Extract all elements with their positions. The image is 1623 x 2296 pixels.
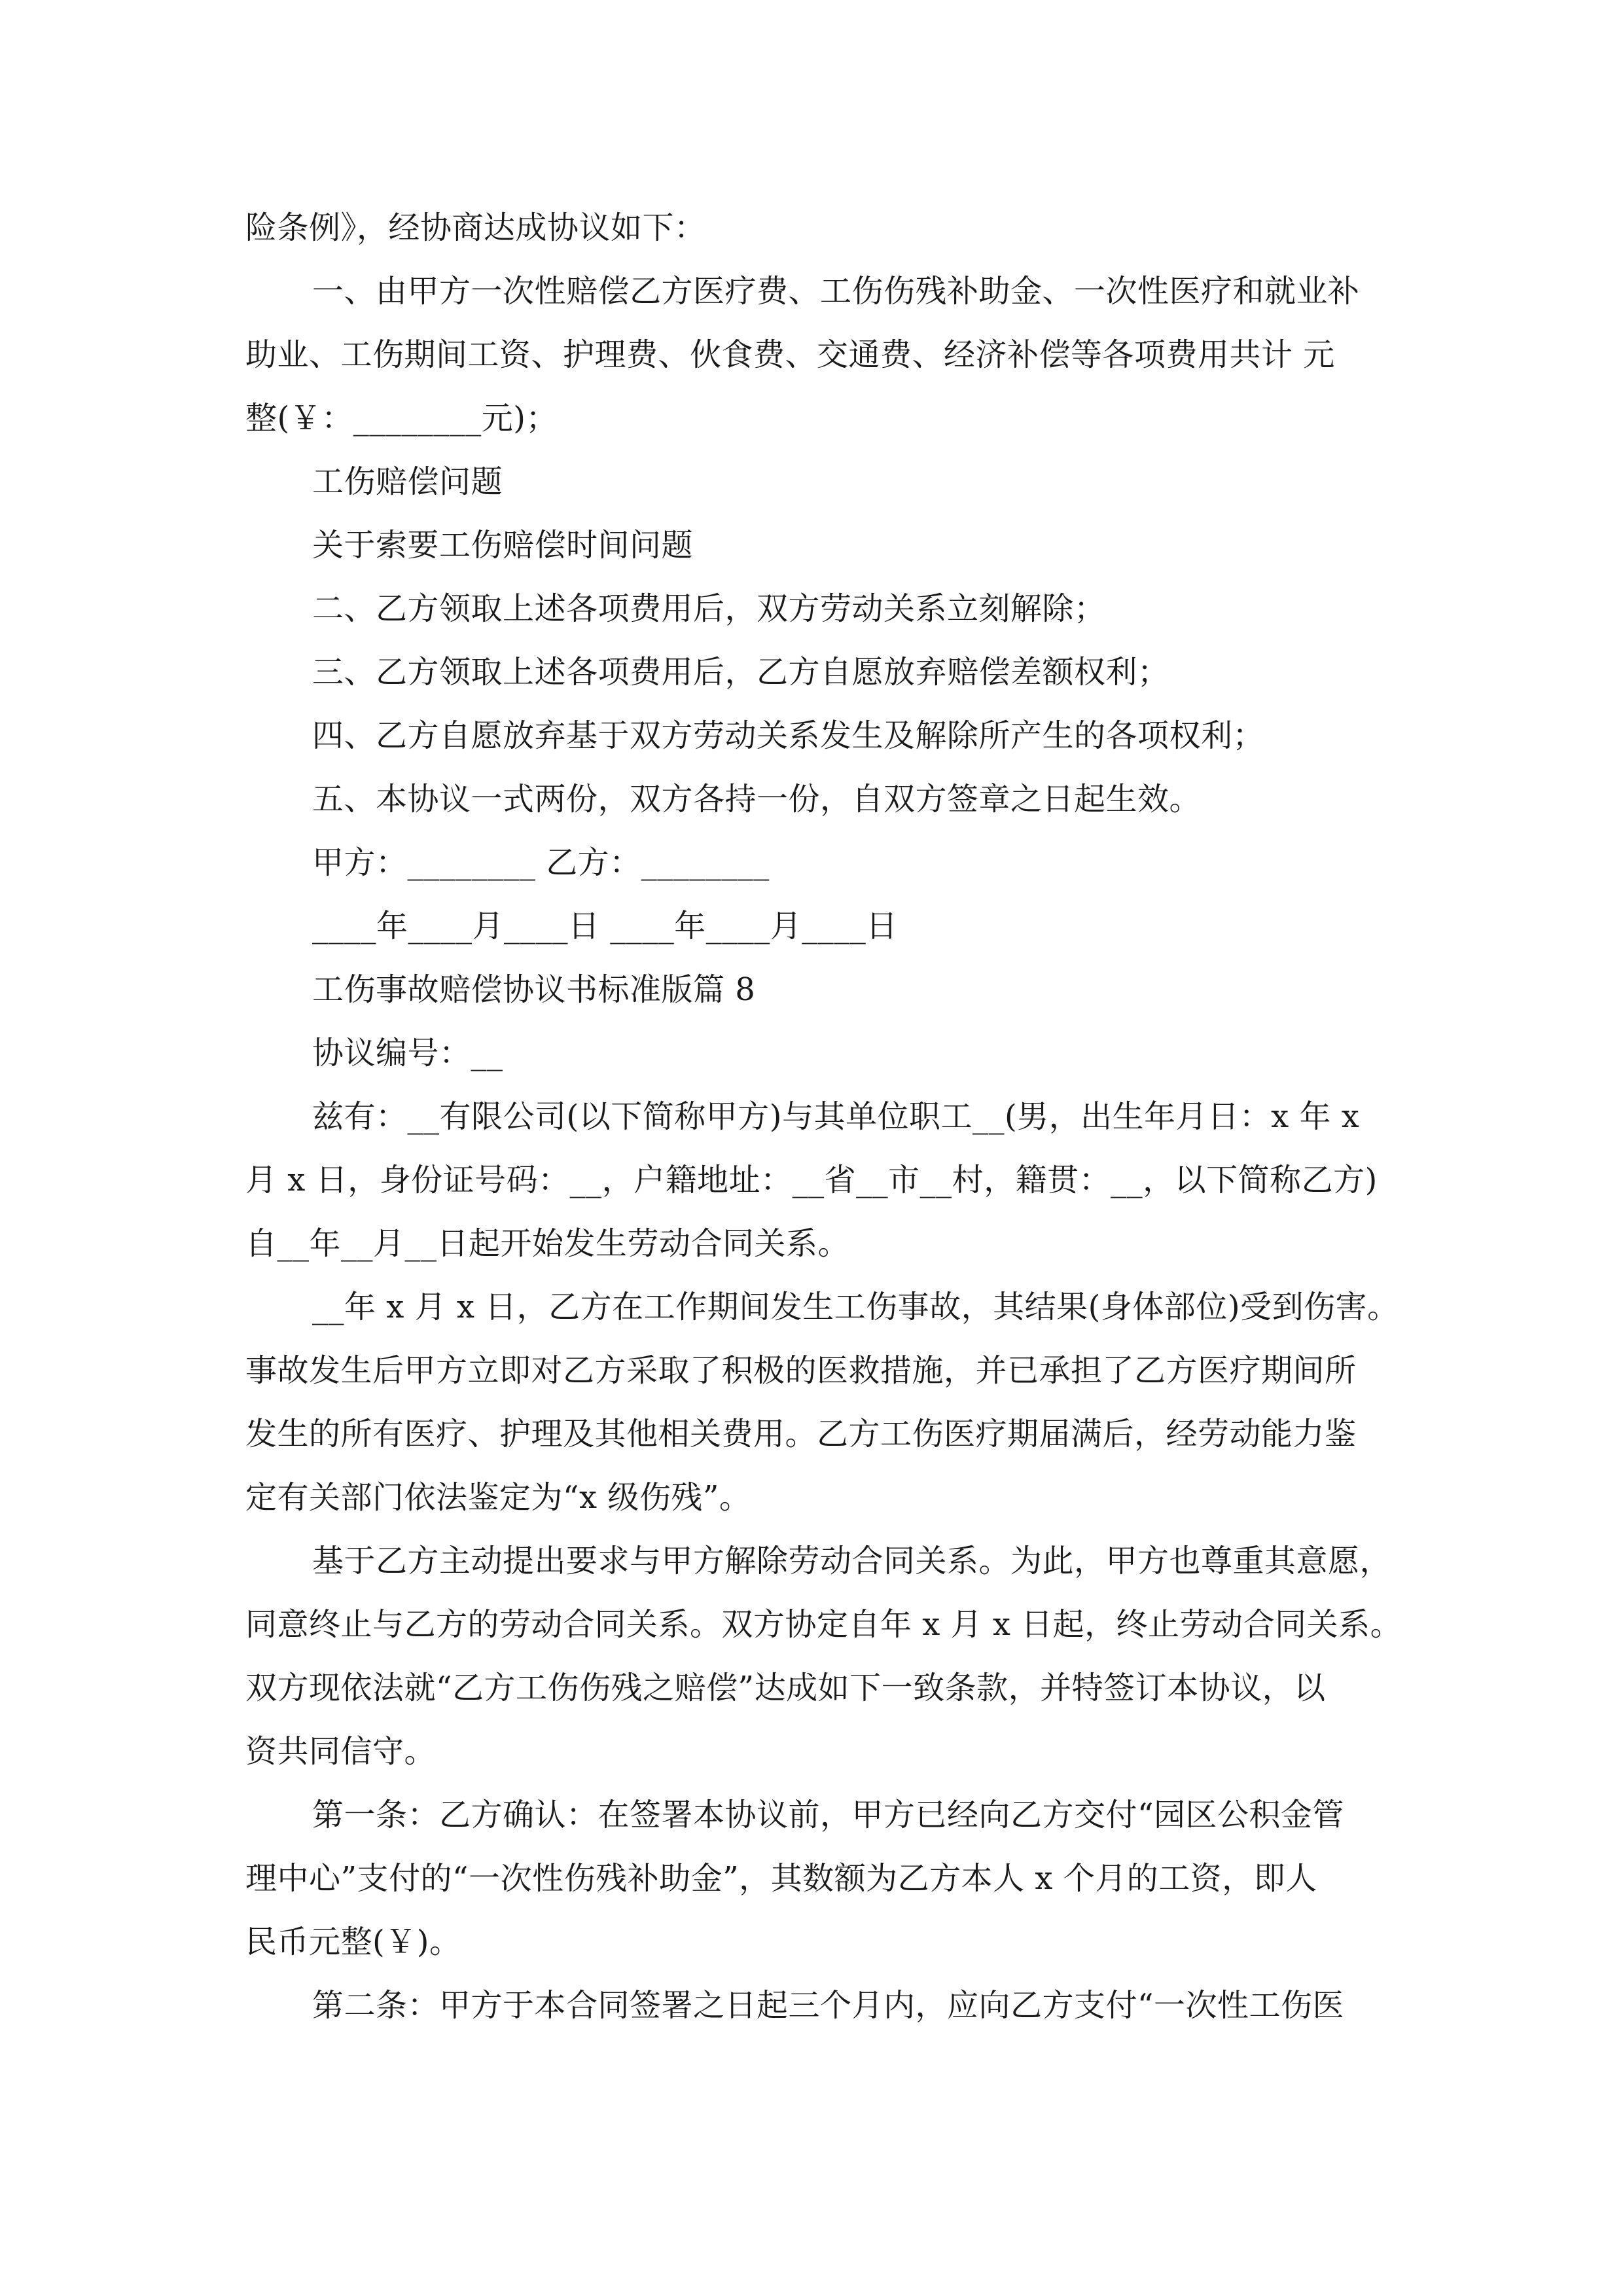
text-line: 兹有：__有限公司(以下简称甲方)与其单位职工__(男，出生年月日：x 年 x <box>312 1098 1360 1135</box>
text-line: 自__年__月__日起开始发生劳动合同关系。 <box>245 1225 850 1262</box>
text-line: ____年____月____日 ____年____月____日 <box>312 908 898 944</box>
text-line: 助业、工伤期间工资、护理费、伙食费、交通费、经济补偿等各项费用共计 元 <box>245 336 1335 373</box>
text-line: __年 x 月 x 日，乙方在工作期间发生工伤事故，其结果(身体部位)受到伤害。 <box>312 1289 1399 1325</box>
text-line: 发生的所有医疗、护理及其他相关费用。乙方工伤医疗期届满后，经劳动能力鉴 <box>245 1416 1357 1452</box>
text-line: 甲方：________ 乙方：________ <box>312 844 770 881</box>
text-line: 事故发生后甲方立即对乙方采取了积极的医救措施，并已承担了乙方医疗期间所 <box>245 1352 1357 1389</box>
text-line: 工伤事故赔偿协议书标准版篇 8 <box>312 971 756 1008</box>
text-line: 协议编号：__ <box>312 1035 503 1071</box>
text-line: 整(￥：________元)； <box>245 400 558 437</box>
text-line: 五、本协议一式两份，双方各持一份，自双方签章之日起生效。 <box>312 781 1202 817</box>
text-line: 基于乙方主动提出要求与甲方解除劳动合同关系。为此，甲方也尊重其意愿， <box>312 1543 1392 1579</box>
text-line: 一、由甲方一次性赔偿乙方医疗费、工伤伤残补助金、一次性医疗和就业补 <box>312 273 1360 310</box>
text-line: 双方现依法就“乙方工伤伤残之赔偿”达成如下一致条款，并特签订本协议，以 <box>245 1670 1326 1706</box>
text-line: 第二条：甲方于本合同签署之日起三个月内，应向乙方支付“一次性工伤医 <box>312 1987 1345 2024</box>
text-line: 第一条：乙方确认：在签署本协议前，甲方已经向乙方交付“园区公积金管 <box>312 1797 1345 1833</box>
text-line: 理中心”支付的“一次性伤残补助金”，其数额为乙方本人 x 个月的工资，即人 <box>245 1860 1317 1897</box>
text-line: 关于索要工伤赔偿时间问题 <box>312 527 694 564</box>
text-line: 资共同信守。 <box>245 1733 437 1770</box>
text-line: 民币元整(￥)。 <box>245 1924 461 1960</box>
text-line: 四、乙方自愿放弃基于双方劳动关系发生及解除所产生的各项权利； <box>312 717 1265 754</box>
text-line: 二、乙方领取上述各项费用后，双方劳动关系立刻解除； <box>312 590 1106 627</box>
text-line: 同意终止与乙方的劳动合同关系。双方协定自年 x 月 x 日起，终止劳动合同关系。 <box>245 1606 1402 1643</box>
text-line: 定有关部门依法鉴定为“x 级伤残”。 <box>245 1479 751 1516</box>
document-body <box>245 196 1402 2037</box>
text-line: 工伤赔偿问题 <box>312 463 503 500</box>
text-line: 险条例》，经协商达成协议如下： <box>245 209 706 246</box>
text-line: 月 x 日，身份证号码：__，户籍地址：__省__市__村，籍贯：__，以下简称乙方) <box>245 1162 1378 1198</box>
text-line: 三、乙方领取上述各项费用后，乙方自愿放弃赔偿差额权利； <box>312 654 1169 691</box>
